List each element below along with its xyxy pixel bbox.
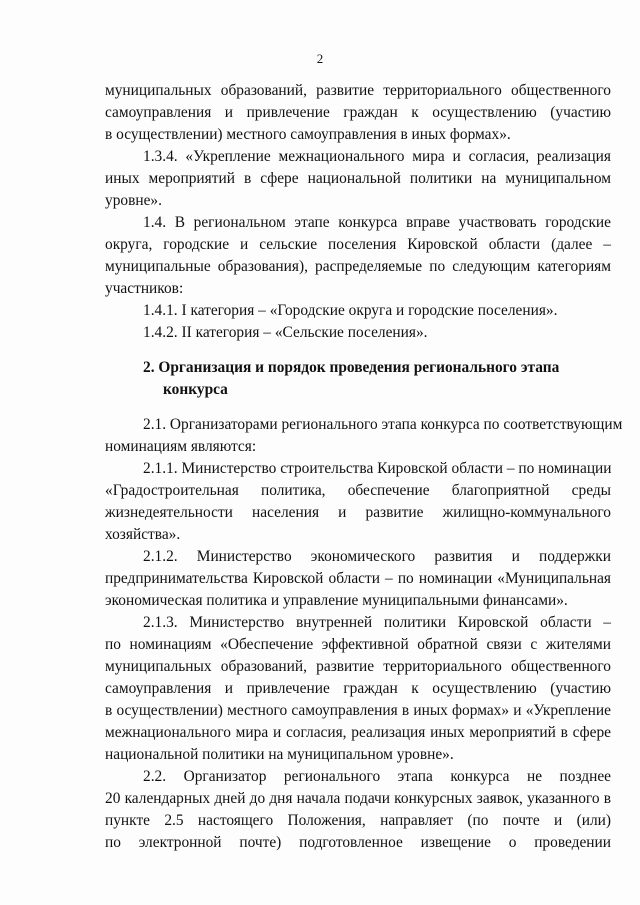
text-line: в осуществлении) местного самоуправления в иных формах».	[105, 126, 511, 143]
text-line: иных мероприятий в сфере национальной политики на муниципальном	[105, 170, 611, 187]
text-line: межнационального мира и согласия, реализация иных мероприятий в сфере	[105, 724, 611, 741]
text-line: 2.1.1. Министерство строительства Кировской области – по номинации	[143, 460, 612, 477]
section-heading: конкурса	[163, 381, 228, 398]
section-heading: 2. Организация и порядок проведения регионального этапа	[143, 359, 560, 376]
text-line: уровне».	[105, 192, 162, 209]
text-line: 1.4.2. II категория – «Сельские поселения».	[143, 324, 428, 341]
text-line: муниципальные образования), распределяемые по следующим категориям	[105, 258, 611, 275]
text-line: по номинациям «Обеспечение эффективной обратной связи с жителями	[105, 636, 611, 653]
text-line: «Градостроительная политика, обеспечение благоприятной среды	[105, 482, 611, 499]
text-line: участников:	[105, 280, 184, 297]
text-line: 1.4. В региональном этапе конкурса вправе участвовать городские	[143, 214, 611, 231]
text-line: округа, городские и сельские поселения Кировской области (далее –	[105, 236, 611, 253]
text-line: 1.3.4. «Укрепление межнационального мира и согласия, реализация	[143, 148, 611, 165]
text-line: 2.1.2. Министерство экономического развития и поддержки	[143, 548, 611, 565]
text-line: муниципальных образований, развитие территориального общественного	[105, 82, 611, 99]
text-line: в осуществлении) местного самоуправления в иных формах» и «Укрепление	[105, 702, 611, 719]
text-line: по электронной почте) подготовленное извещение о проведении	[105, 834, 611, 851]
text-line: национальной политики на муниципальном уровне».	[105, 746, 454, 763]
text-line: 1.4.1. I категория – «Городские округа и городские поселения».	[143, 302, 558, 319]
text-line: 2.1. Организаторами регионального этапа конкурса по соответствующим	[143, 416, 623, 433]
text-line: номинациям являются:	[105, 438, 257, 455]
text-line: экономическая политика и управление муниципальными финансами».	[105, 592, 568, 609]
text-line: хозяйства».	[105, 526, 181, 543]
text-line: самоуправления и привлечение граждан к осуществлению (участию	[105, 104, 611, 121]
text-line: пункте 2.5 настоящего Положения, направляет (по почте и (или)	[105, 812, 611, 829]
text-line: 20 календарных дней до дня начала подачи конкурсных заявок, указанного в	[105, 790, 611, 807]
text-line: предпринимательства Кировской области – по номинации «Муниципальная	[105, 570, 611, 587]
text-line: 2.2. Организатор регионального этапа конкурса не позднее	[143, 768, 611, 785]
page-number: 2	[316, 51, 324, 66]
text-line: муниципальных образований, развитие территориального общественного	[105, 658, 611, 675]
text-line: самоуправления и привлечение граждан к осуществлению (участию	[105, 680, 611, 697]
text-line: 2.1.3. Министерство внутренней политики Кировской области –	[143, 614, 611, 631]
text-line: жизнедеятельности населения и развитие жилищно-коммунального	[105, 504, 611, 521]
